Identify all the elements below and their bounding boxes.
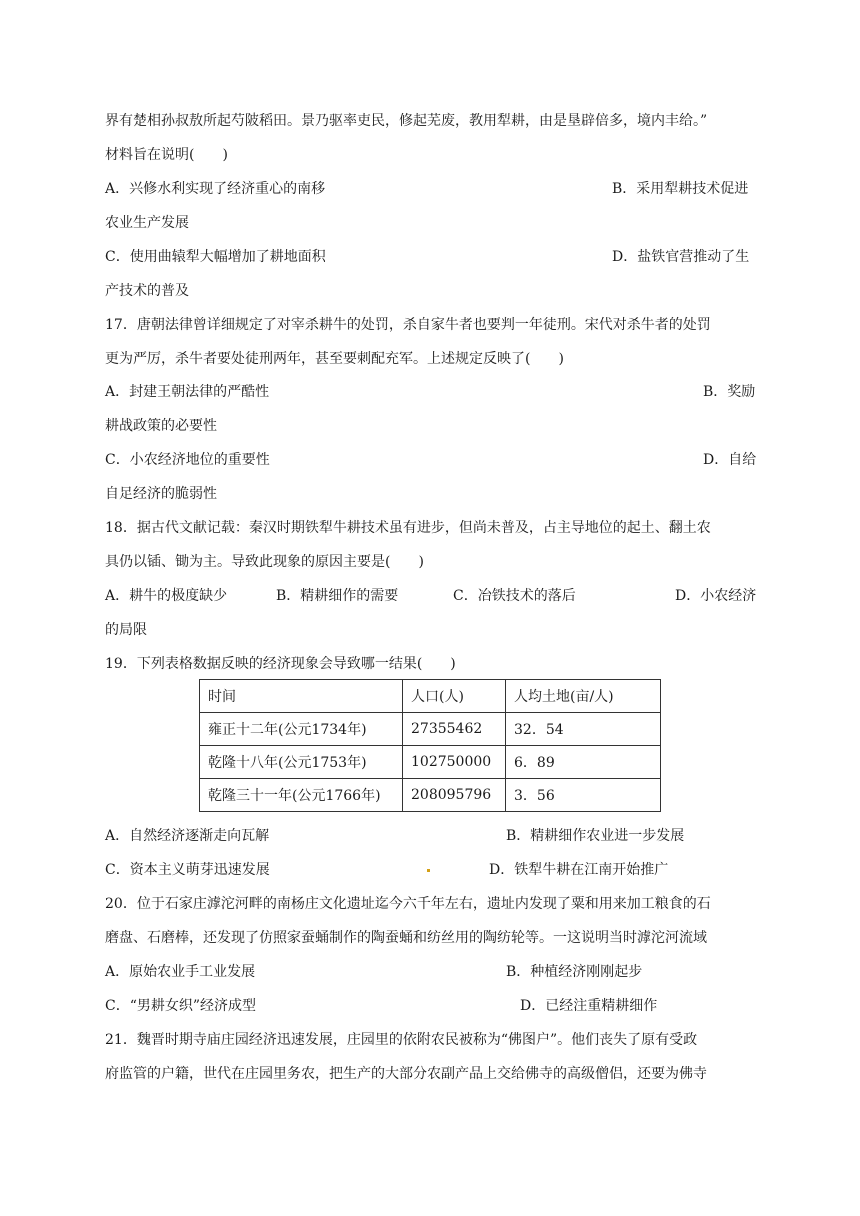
option-c: C．资本主义萌芽迅速发展 [105, 862, 270, 878]
data-table [199, 679, 661, 812]
option-a: A．自然经济逐渐走向瓦解 [105, 828, 270, 844]
table-header-cell: 人均土地(亩/人) [506, 680, 661, 713]
text-line: 界有楚相孙叔敖所起芍陂稻田。景乃驱率吏民，修起芜废，教用犁耕，由是垦辟倍多，境内丰给。” [105, 113, 708, 129]
option-b: B．精耕细作农业进一步发展 [506, 828, 685, 844]
option-b-cont: 农业生产发展 [105, 215, 189, 231]
table-cell: 102750000 [403, 746, 506, 779]
table-row [200, 779, 661, 812]
option-a: A．封建王朝法律的严酷性 [105, 384, 270, 400]
question-18: 18．据古代文献记载：秦汉时期铁犁牛耕技术虽有进步，但尚未普及，占主导地位的起土、翻土农 [105, 520, 711, 536]
question-17-cont: 更为严厉，杀牛者要处徒刑两年，甚至要刺配充军。上述规定反映了( ) [105, 351, 564, 367]
option-c: C．“男耕女织”经济成型 [105, 998, 257, 1014]
question-20-cont: 磨盘、石磨棒，还发现了仿照家蚕蛹制作的陶蚕蛹和纺丝用的陶纺轮等。一这说明当时滹沱河流域 [105, 930, 707, 946]
option-b: B．精耕细作的需要 [276, 588, 399, 604]
option-c: C．使用曲辕犁大幅增加了耕地面积 [105, 249, 326, 265]
question-21: 21．魏晋时期寺庙庄园经济迅速发展，庄园里的依附农民被称为“佛图户”。他们丧失了原有受政 [105, 1032, 698, 1048]
option-d: D．自给 [703, 452, 757, 468]
option-b: B．奖励 [703, 384, 756, 400]
table-cell: 32．54 [506, 713, 661, 746]
table-cell: 雍正十二年(公元1734年) [200, 713, 403, 746]
option-a: A．兴修水利实现了经济重心的南移 [105, 181, 326, 197]
question-17: 17．唐朝法律曾详细规定了对宰杀耕牛的处罚，杀自家牛者也要判一年徒刑。宋代对杀牛者的处罚 [105, 317, 711, 333]
option-d: D．小农经济 [675, 588, 757, 604]
option-a: A．耕牛的极度缺少 [105, 588, 228, 604]
table-cell: 27355462 [403, 713, 506, 746]
table-row [200, 713, 661, 746]
table-header-cell: 时间 [200, 680, 403, 713]
option-c: C．小农经济地位的重要性 [105, 452, 270, 468]
option-a: A．原始农业手工业发展 [105, 964, 256, 980]
option-b-cont: 耕战政策的必要性 [105, 418, 217, 434]
table-header-row [200, 680, 661, 713]
option-b: B．采用犁耕技术促进 [612, 181, 749, 197]
table-cell: 6．89 [506, 746, 661, 779]
table-header-cell: 人口(人) [403, 680, 506, 713]
option-d: D．铁犁牛耕在江南开始推广 [489, 862, 669, 878]
question-20: 20．位于石家庄滹沱河畔的南杨庄文化遗址迄今六千年左右，遗址内发现了粟和用来加工粮食的石 [105, 896, 711, 912]
text-line: 材料旨在说明( ) [105, 147, 228, 163]
option-d: D．已经注重精耕细作 [520, 998, 658, 1014]
question-18-cont: 具仍以锸、锄为主。导致此现象的原因主要是( ) [105, 554, 424, 570]
table-cell: 3．56 [506, 779, 661, 812]
table-row [200, 746, 661, 779]
option-c: C．冶铁技术的落后 [453, 588, 576, 604]
stray-dot [427, 869, 430, 872]
option-d-cont: 自足经济的脆弱性 [105, 486, 217, 502]
table-cell: 208095796 [403, 779, 506, 812]
option-d: D．盐铁官营推动了生 [612, 249, 750, 265]
question-21-cont: 府监管的户籍，世代在庄园里务农，把生产的大部分农副产品上交给佛寺的高级僧侣，还要为佛寺 [105, 1066, 707, 1082]
option-d-cont: 的局限 [105, 622, 147, 638]
option-b: B．种植经济刚刚起步 [506, 964, 643, 980]
option-d-cont: 产技术的普及 [105, 283, 189, 299]
question-19: 19．下列表格数据反映的经济现象会导致哪一结果( ) [105, 656, 456, 672]
table-cell: 乾隆十八年(公元1753年) [200, 746, 403, 779]
table-cell: 乾隆三十一年(公元1766年) [200, 779, 403, 812]
